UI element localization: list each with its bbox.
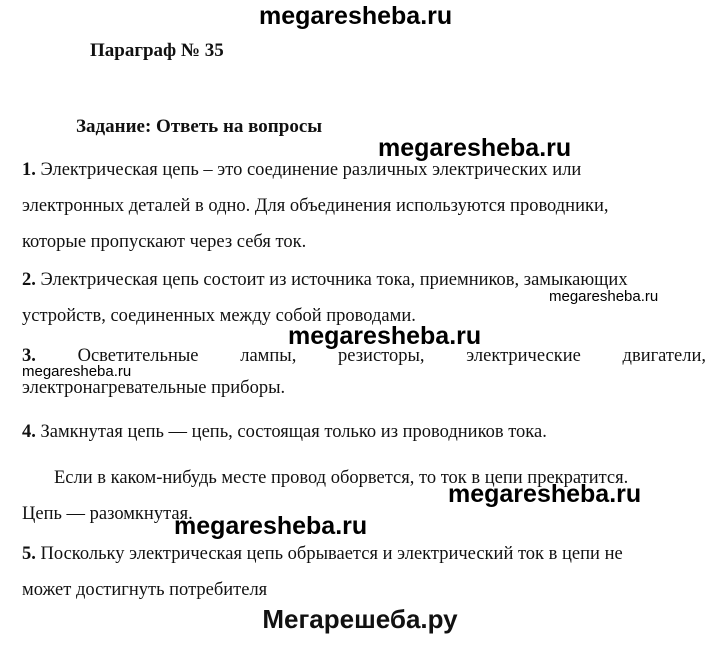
answer-1-number: 1. xyxy=(22,160,36,180)
watermark-2: megaresheba.ru xyxy=(549,288,659,305)
answer-2-text: Электрическая цепь состоит из источника тока, приемников, замыкающих xyxy=(40,270,628,290)
answer-5-line-1 xyxy=(22,536,706,572)
answer-4-text: Замкнутая цепь — цепь, состоящая только из проводников тока. xyxy=(40,422,547,442)
task-title: Задание: Ответь на вопросы xyxy=(76,116,323,137)
answer-4-line-2: Если в каком-нибудь месте провод оборвется, то ток в цепи прекратится. xyxy=(54,468,629,488)
footer-site-name: Мегарешеба.ру xyxy=(262,604,458,634)
answer-2-line-2: устройств, соединенных между собой проводами. xyxy=(22,306,416,326)
answer-1-line-3: которые пропускают через себя ток. xyxy=(22,232,307,252)
answer-5 xyxy=(22,536,706,608)
answer-2-number: 2. xyxy=(22,270,36,290)
answer-5-text: Поскольку электрическая цепь обрывается и электрический ток в цепи не xyxy=(40,544,623,564)
answer-3-number: 3. xyxy=(22,346,36,366)
answer-3-word-5: двигатели, xyxy=(622,346,706,366)
answer-4-line-1 xyxy=(22,414,706,450)
answer-5-number: 5. xyxy=(22,544,36,564)
paragraph-title: Параграф № 35 xyxy=(90,40,224,61)
watermark-6: megaresheba.ru xyxy=(174,512,368,540)
answer-3-line-2: электронагревательные приборы. xyxy=(22,378,286,398)
answer-3-word-2: лампы, xyxy=(240,346,297,366)
watermark-5: megaresheba.ru xyxy=(448,480,642,508)
answer-5-line-2: может достигнуть потребителя xyxy=(22,580,268,600)
answer-1-line-1 xyxy=(22,152,706,188)
watermark-1: megaresheba.ru xyxy=(378,134,572,162)
watermark-top: megaresheba.ru xyxy=(259,2,453,30)
answer-4-number: 4. xyxy=(22,422,36,442)
watermark-4: megaresheba.ru xyxy=(22,363,132,380)
answer-4-line-3: Цепь — разомкнутая. xyxy=(22,504,193,524)
answer-1-line-2: электронных деталей в одно. Для объединения используются проводники, xyxy=(22,196,609,216)
answer-1-text: Электрическая цепь – это соединение различных электрических или xyxy=(40,160,582,180)
watermark-3: megaresheba.ru xyxy=(288,322,482,350)
answer-3-word-1: Осветительные xyxy=(77,346,199,366)
answer-3-word-4: электрические xyxy=(466,346,581,366)
answer-1 xyxy=(22,152,706,260)
answer-3-word-3: резисторы, xyxy=(338,346,425,366)
